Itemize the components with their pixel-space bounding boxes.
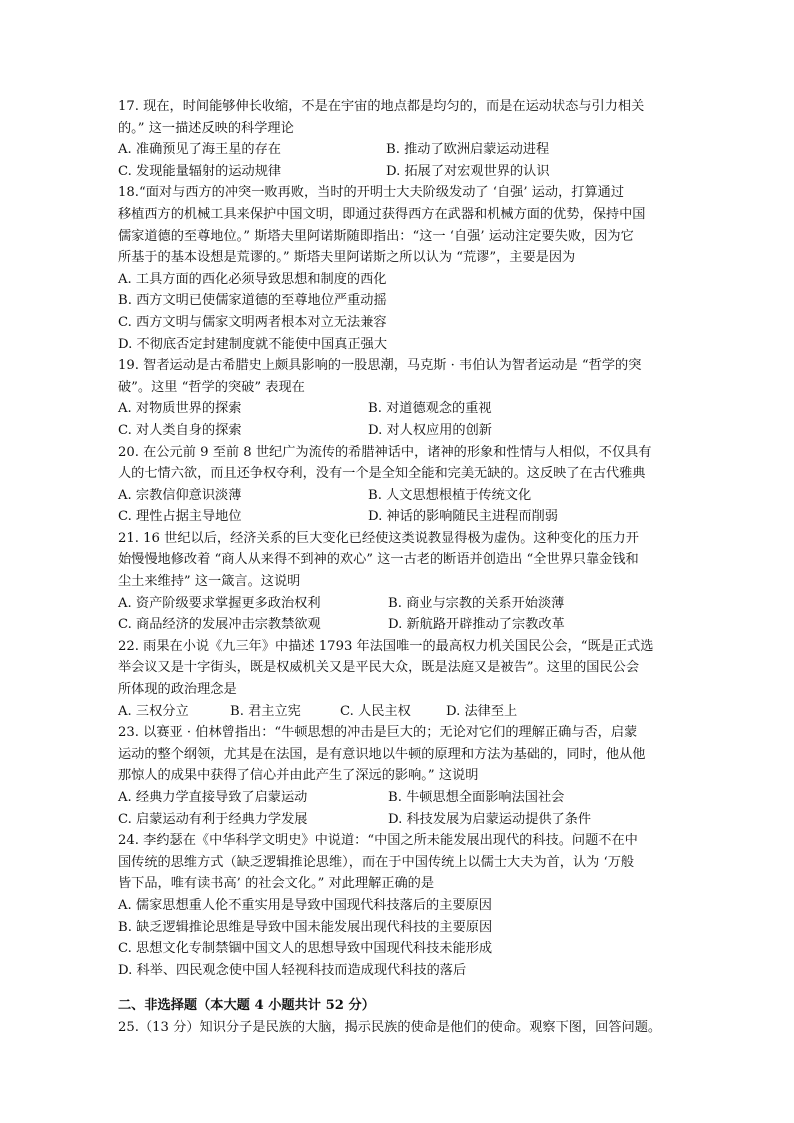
question-18 <box>118 182 678 355</box>
question-stem-line: 22. 雨果在小说《九三年》中描述 1793 年法国唯一的最高权力机关国民公会，“既是正式选 <box>118 638 654 654</box>
option-c: C. 思想文化专制禁锢中国文人的思想导致中国现代科技未能形成 <box>118 941 493 957</box>
question-stem-line: 18.“面对与西方的冲突一败再败，当时的开明士大夫阶级发动了 ‘自强’ 运动，打算通过 <box>118 185 625 201</box>
option-b: B. 商业与宗教的关系开始淡薄 <box>388 595 565 611</box>
question-stem-line: 24. 李约瑟在《中华科学文明史》中说道：“中国之所未能发展出现代的科技。问题不在中 <box>118 833 638 849</box>
option-row <box>118 161 678 183</box>
option-row <box>118 787 678 809</box>
question-23 <box>118 722 678 830</box>
option-b: B. 缺乏逻辑推论思维是导致中国未能发展出现代科技的主要原因 <box>118 919 493 935</box>
question-stem-line: 始慢慢地修改着 “商人从来得不到神的欢心” 这一古老的断语并创造出 “全世界只靠金钱和 <box>118 552 639 568</box>
option-d: D. 法律至上 <box>446 703 518 719</box>
option-row <box>118 593 678 615</box>
question-24 <box>118 830 678 981</box>
option-a: A. 宗教信仰意识淡薄 <box>118 487 242 503</box>
option-d: D. 神话的影响随民主进程而削弱 <box>368 509 558 525</box>
option-d: D. 拓展了对宏观世界的认识 <box>386 163 550 179</box>
option-c: C. 发现能量辐射的运动规律 <box>118 163 282 179</box>
option-a: A. 三权分立 <box>118 703 189 719</box>
question-stem-line: 所体现的政治理念是 <box>118 682 237 698</box>
question-stem-line: 运动的整个纲领，尤其是在法国，是有意识地以牛顿的原理和方法为基础的，同时，他从他 <box>118 746 646 762</box>
option-a: A. 资产阶级要求掌握更多政治权利 <box>118 595 321 611</box>
question-stem-line: 的。” 这一描述反映的科学理论 <box>118 120 294 136</box>
option-row <box>118 701 678 723</box>
option-c: C. 启蒙运动有利于经典力学发展 <box>118 811 308 827</box>
question-stem-line: 20. 在公元前 9 至前 8 世纪广为流传的希腊神话中，诸神的形象和性情与人相似，不仅具有 <box>118 444 652 460</box>
option-d: D. 科技发展为启蒙运动提供了条件 <box>388 811 592 827</box>
question-stem-line: 那惊人的成果中获得了信心并由此产生了深远的影响。” 这说明 <box>118 768 479 784</box>
option-a: A. 经典力学直接导致了启蒙运动 <box>118 790 308 805</box>
question-stem-line: 17. 现在，时间能够伸长收缩，不是在宇宙的地点都是均匀的，而是在运动状态与引力相关 <box>118 99 645 114</box>
option-row <box>118 420 678 442</box>
option-a: A. 对物质世界的探索 <box>118 401 242 417</box>
option-b: B. 西方文明已使儒家道德的至尊地位严重动摇 <box>118 293 387 309</box>
option-row <box>118 506 678 528</box>
option-c: C. 理性占据主导地位 <box>118 509 242 525</box>
option-a: A. 儒家思想重人伦不重实用是导致中国现代科技落后的主要原因 <box>118 897 492 913</box>
option-a: A. 工具方面的西化必须导致思想和制度的西化 <box>118 271 387 287</box>
question-19 <box>118 355 678 441</box>
question-17 <box>118 96 678 182</box>
question-25: 25.（13 分）知识分子是民族的大脑，揭示民族的使命是他们的使命。观察下图，回答问题。 <box>118 1019 662 1035</box>
option-d: D. 新航路开辟推动了宗教改革 <box>388 617 565 633</box>
option-c: C. 人民主权 <box>340 703 411 719</box>
question-stem-line: 尘土来维持” 这一箴言。这说明 <box>118 574 301 590</box>
option-c: C. 西方文明与儒家文明两者根本对立无法兼容 <box>118 314 387 330</box>
question-stem-line: 23. 以赛亚 · 伯林曾指出：“牛顿思想的冲击是巨大的；无论对它们的理解正确与否，启蒙 <box>118 725 638 741</box>
question-22 <box>118 636 678 722</box>
option-b: B. 人文思想根植于传统文化 <box>368 487 532 503</box>
option-row <box>118 614 678 636</box>
option-b: B. 对道德观念的重视 <box>368 401 492 417</box>
exam-page <box>118 96 678 1039</box>
option-b: B. 君主立宪 <box>230 703 301 719</box>
question-21 <box>118 528 678 636</box>
question-stem-line: 破”。这里 “哲学的突破” 表现在 <box>118 379 305 395</box>
option-b: B. 推动了欧洲启蒙运动进程 <box>386 142 550 158</box>
question-20 <box>118 442 678 528</box>
question-stem-line: 国传统的思维方式（缺乏逻辑推论思维），而在于中国传统上以儒士大夫为首，认为 ‘万般 <box>118 854 635 870</box>
option-row <box>118 139 678 161</box>
option-a: A. 准确预见了海王星的存在 <box>118 142 281 158</box>
question-stem-line: 所基于的基本设想是荒谬的。” 斯塔夫里阿诺斯之所以认为 “荒谬”，主要是因为 <box>118 250 576 266</box>
question-stem-line: 移植西方的机械工具来保护中国文明，即通过获得西方在武器和机械方面的优势，保持中国 <box>118 206 646 222</box>
question-stem-line: 儒家道德的至尊地位。” 斯塔夫里阿诺斯随即指出：“这一 ‘自强’ 运动注定要失败，因为它 <box>118 228 634 244</box>
question-stem-line: 举会议又是十字街头，既是权威机关又是平民大众，既是法庭又是被告”。这里的国民公会 <box>118 660 640 676</box>
option-d: D. 科举、四民观念使中国人轻视科技而造成现代科技的落后 <box>118 962 467 978</box>
question-stem-line: 人的七情六欲，而且还争权夺利，没有一个是全知全能和完美无缺的。这反映了在古代雅典 <box>118 466 646 482</box>
option-row <box>118 809 678 831</box>
option-row <box>118 398 678 420</box>
question-stem-line: 21. 16 世纪以后，经济关系的巨大变化已经使这类说教显得极为虚伪。这种变化的压力开 <box>118 530 639 546</box>
question-stem-line: 皆下品，唯有读书高’ 的社会文化。” 对此理解正确的是 <box>118 876 435 892</box>
option-c: C. 对人类自身的探索 <box>118 422 242 438</box>
option-row <box>118 485 678 507</box>
option-b: B. 牛顿思想全面影响法国社会 <box>388 790 565 805</box>
section-title: 二、非选择题（本大题 4 小题共计 52 分） <box>118 998 375 1014</box>
option-d: D. 对人权应用的创新 <box>368 422 492 438</box>
option-d: D. 不彻底否定封建制度就不能使中国真正强大 <box>118 336 388 352</box>
option-c: C. 商品经济的发展冲击宗教禁欲观 <box>118 617 321 633</box>
question-stem-line: 19. 智者运动是古希腊史上颇具影响的一股思潮，马克斯 · 韦伯认为智者运动是 “哲学的突 <box>118 358 642 374</box>
